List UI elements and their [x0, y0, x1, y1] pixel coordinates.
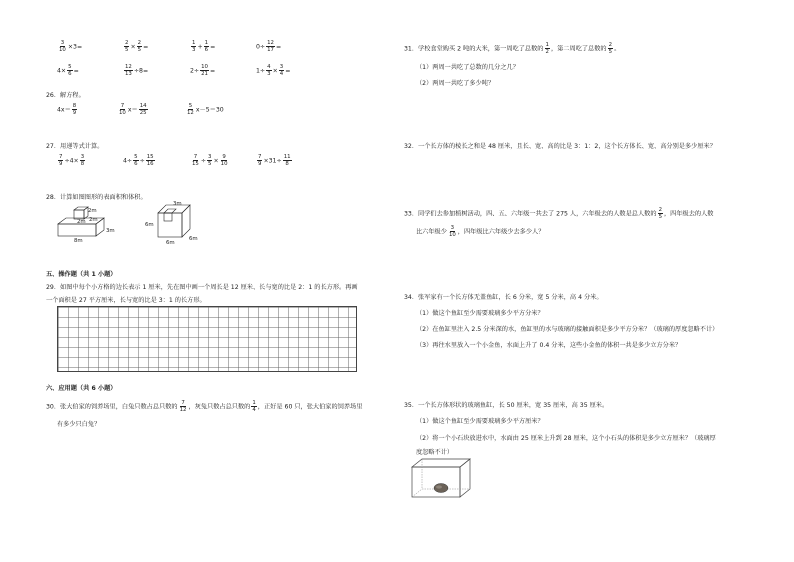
fig1-label-c: 2m	[89, 217, 98, 223]
fraction: $\frac{12}{13}$	[125, 64, 132, 77]
fraction: $\frac{10}{21}$	[201, 64, 208, 77]
stone-icon	[434, 484, 448, 493]
q29-line-2: 一个面积是 27 平方厘米，长与宽的比是 3：1 的长方形。	[46, 297, 206, 304]
q31-sub-2: （2）两周一共吃了多少吨？	[416, 80, 495, 87]
fraction: $\frac{5}{12}$	[187, 103, 194, 116]
fig1-label-e: 8m	[74, 238, 83, 244]
q30-text-c: ，正好是 60 只，张大伯家的饲养场里	[257, 403, 363, 411]
q31-line: 31．学校食堂购买 2 吨的大米，第一周吃了总数的 $\frac{1}{2}$ ，第二周吃了总数的 $\frac{2}{5}$ 。	[404, 42, 621, 55]
q31-fraction-1: $\frac{1}{2}$	[545, 42, 549, 55]
q30-fraction-2: $\frac{1}{4}$	[252, 400, 256, 413]
calc-row1-item: $\frac{2}{5}$ × $\frac{2}{5}$ =	[125, 40, 149, 53]
fig1-label-b: 2m	[77, 219, 86, 225]
fraction: $\frac{12}{17}$	[267, 40, 274, 53]
fraction: $\frac{8}{9}$	[72, 103, 77, 116]
fraction: $\frac{4}{3}$	[267, 64, 271, 77]
calc-row2-item: $\frac{12}{13}$ ÷8=	[125, 64, 149, 77]
q28-title: 28．计算如图图形的表面积和体积。	[46, 194, 147, 201]
q27-exprs-item: $\frac{7}{15}$ ÷ $\frac{3}{5}$ × $\frac{9}{10}$	[192, 154, 228, 167]
q26-title: 26．解方程。	[46, 92, 85, 99]
q28-figure-2	[144, 199, 206, 247]
fish-tank-figure	[410, 455, 474, 499]
q30-text-b: ，灰兔只数占总只数的	[188, 403, 251, 411]
fig2-label-b: 6m	[145, 222, 154, 228]
q33-fraction-2: $\frac{3}{10}$	[448, 225, 456, 238]
fraction: $\frac{3}{10}$	[59, 40, 66, 53]
q27-exprs-item: $\frac{7}{9}$ ×31÷ $\frac{11}{8}$	[258, 154, 291, 167]
calc-row1-item: $\frac{1}{3}$ + $\frac{1}{6}$ =	[192, 40, 216, 53]
calc-row1-item: 0÷ $\frac{12}{17}$ =	[256, 40, 282, 53]
calc-row1-item: $\frac{3}{10}$ ×3=	[59, 40, 83, 53]
q27-exprs-item: $\frac{7}{9}$ ÷4× $\frac{3}{8}$	[59, 154, 85, 167]
q30-line-1	[46, 400, 362, 413]
fig2-label-a: 3m	[173, 201, 182, 207]
q30-text-a: 30．张大伯家的饲养场里，白兔只数占总只数的	[46, 403, 178, 411]
q33-line-1: 33．同学们去参加植树活动，四、五、六年级一共去了 275 人，六年级去的人数是总人数的 $\frac{2}{5}$ ，四年级去的人数	[404, 207, 714, 220]
q29-line-1: 29．如图中每个小方格的边长表示 1 厘米，先在图中画一个周长是 12 厘米、长与宽的比是 2：1 的长方形。再画	[46, 284, 358, 291]
fraction: $\frac{7}{9}$	[59, 154, 63, 167]
q30-fraction-1: $\frac{7}{12}$	[179, 400, 187, 413]
fig2-label-d: 6m	[189, 236, 198, 242]
q28-figure-1	[54, 204, 124, 244]
fraction: $\frac{2}{5}$	[125, 40, 129, 53]
q27-title: 27．用递等式计算。	[46, 143, 104, 150]
fraction: $\frac{1}{6}$	[204, 40, 209, 53]
q34-sub-1: （1）做这个鱼缸至少需要玻璃多少平方分米？	[416, 310, 544, 317]
fraction: $\frac{7}{10}$	[119, 103, 126, 116]
q35-sub-2-cont: 度忽略不计）	[416, 449, 454, 456]
fraction: $\frac{5}{6}$	[68, 64, 72, 77]
q35-sub-1: （1）做这个鱼缸至少需要玻璃多少平方厘米？	[416, 418, 544, 425]
section-6-title: 六、应用题（共 6 小题）	[46, 385, 117, 392]
fraction: $\frac{2}{5}$	[137, 40, 142, 53]
fraction: $\frac{7}{9}$	[258, 154, 262, 167]
fraction: $\frac{3}{4}$	[279, 64, 284, 77]
q26-eqs-item: 4x＝ $\frac{8}{9}$	[57, 103, 77, 116]
q31-fraction-2: $\frac{2}{5}$	[608, 42, 613, 55]
q32-text: 32．一个长方体的棱长之和是 48 厘米，且长、宽、高的比是 3：1：2，这个长方体长、宽、高分别是多少厘米？	[404, 143, 716, 150]
q31-sub-1: （1）两周一共吃了总数的几分之几？	[416, 64, 519, 71]
section-5-title: 五、操作题（共 1 小题）	[46, 271, 117, 278]
calc-row2-item: 1÷ $\frac{4}{3}$ × $\frac{3}{4}$ =	[256, 64, 291, 77]
q33-line-2: 比六年级少 $\frac{3}{10}$ ，四年级比六年级少去多少人？	[416, 225, 545, 238]
q33-fraction-1: $\frac{2}{5}$	[658, 207, 662, 220]
drawing-grid[interactable]	[57, 306, 357, 372]
q30-line-2: 有多少只白兔？	[57, 421, 101, 428]
q26-eqs-item: $\frac{5}{12}$ x－5＝30	[187, 103, 224, 116]
fraction: $\frac{15}{16}$	[146, 154, 154, 167]
fraction: $\frac{11}{8}$	[283, 154, 291, 167]
calc-row2-item: 4× $\frac{5}{6}$ =	[57, 64, 79, 77]
fraction: $\frac{14}{25}$	[139, 103, 147, 116]
fraction: $\frac{1}{3}$	[192, 40, 196, 53]
q35-sub-2: （2）将一个小石块放进水中，水面由 25 厘米上升到 28 厘米，这个小石头的体积是多少立方厘米？（玻璃厚	[416, 435, 716, 442]
fig1-label-d: 3m	[106, 228, 115, 234]
fraction: $\frac{9}{10}$	[220, 154, 228, 167]
fraction: $\frac{3}{5}$	[208, 154, 212, 167]
calc-row2-item: 2÷ $\frac{10}{21}$ =	[190, 64, 216, 77]
q34-sub-3: （3）再往水里放入一个小金鱼，水面上升了 0.4 分米，这些小金鱼的体积一共是多少立方分米？	[416, 342, 682, 349]
q35-text: 35．一个长方体形状的玻璃鱼缸，长 50 厘米，宽 35 厘米，高 35 厘米。	[404, 402, 609, 409]
fraction: $\frac{7}{15}$	[192, 154, 199, 167]
q34-text: 34．张军家有一个长方体无盖鱼缸，长 6 分米，宽 5 分米，高 4 分米。	[404, 294, 603, 301]
fig2-label-c: 6m	[166, 240, 175, 246]
fraction: $\frac{5}{6}$	[134, 154, 138, 167]
q27-exprs-item: 4÷ $\frac{5}{6}$ ÷ $\frac{15}{16}$	[123, 154, 154, 167]
fraction: $\frac{3}{8}$	[80, 154, 85, 167]
q26-eqs-item: $\frac{7}{10}$ x＝ $\frac{14}{25}$	[119, 103, 147, 116]
fig1-label-a: 2m	[88, 208, 97, 214]
q34-sub-2: （2）在鱼缸里注入 2.5 分米深的水，鱼缸里的水与玻璃的接触面积是多少平方分米？（玻璃的厚度忽略不计）	[416, 326, 719, 333]
